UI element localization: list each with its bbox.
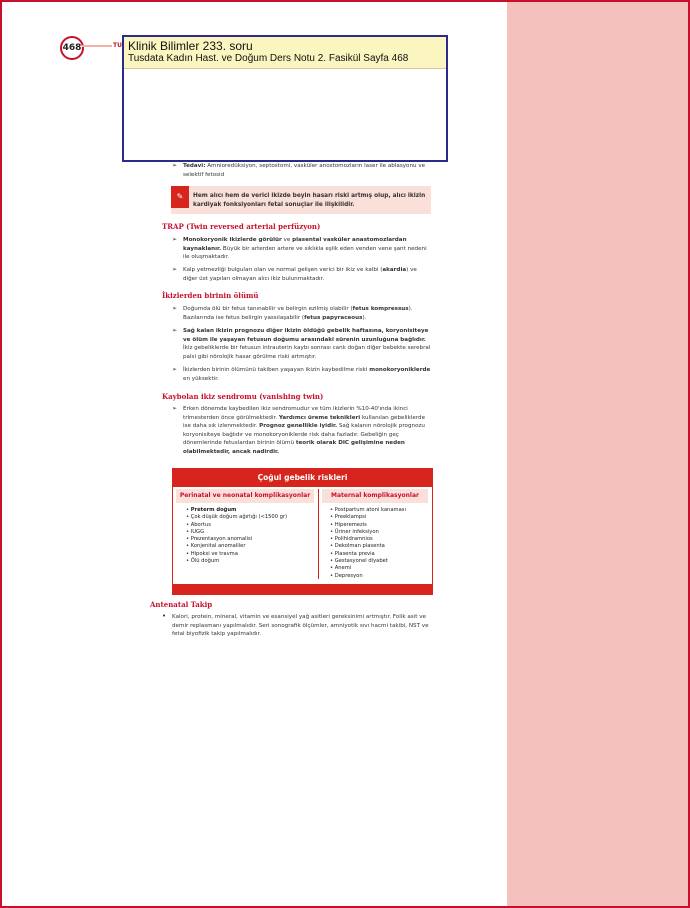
text: Kalp yetmezliği bulguları olan ve normal gelişen verici bir ikiz ve kalbi ( [183, 267, 383, 273]
bold-text: fetus papyraceous [304, 314, 363, 321]
arrow-bullet-icon: ➢ [172, 236, 178, 243]
page-number: 468 [60, 36, 84, 60]
text: Doğumda ölü bir fetus tanınabilir ve belirgin ezilmiş olabilir ( [183, 306, 353, 312]
bold-text: Prognoz genellikle iyidir. [259, 423, 338, 429]
vanishing-heading: Kaybolan ikiz sendromu (vanishing twin) [162, 392, 324, 401]
risk-col1-list [186, 507, 314, 565]
question-note-box [122, 35, 448, 162]
text: İkizlerden birinin ölümünü takiben yaşayan ikizin kaybedilme riski [183, 367, 370, 373]
list-item: • Gestasyonel diyabet [330, 558, 388, 565]
bold-text: akardia [382, 267, 407, 273]
text: ). [362, 314, 367, 321]
note-header [124, 37, 446, 69]
arrow-bullet-icon: ➢ [172, 366, 178, 373]
text: Erken dönemde kaybedilen ikiz sendromudur ve tüm ikizlerin %10-40'ında ikinci trimesterden önce görülmektedir. [183, 406, 408, 421]
arrow-bullet-icon: ➢ [172, 305, 178, 312]
bold-text: Sağ kalan ikizin prognozu diğer ikizin öldüğü gebelik haftasına, koryonisiteye ve ölüm ile yaşayan fetusun doğumu arasındaki sürenin uzunluğuna bağlıdır. [183, 328, 429, 343]
bold-text: monokoryoniklerde [369, 367, 431, 373]
page-separator [82, 45, 112, 47]
trap-heading: TRAP (Twin reversed arterial perfüzyon) [162, 222, 321, 231]
list-item: • Plasenta previa [330, 550, 375, 557]
list-item: • Polihidramnios [330, 536, 373, 543]
text: Büyük bir arterden artere ve sıklıkla eşlik eden venden vene şant nedeni ile oluşmaktadır. [183, 245, 427, 260]
olum-heading: İkizlerden birinin ölümü [162, 291, 259, 300]
column-divider [318, 489, 319, 579]
antenatal-heading: Antenatal Takip [150, 600, 213, 609]
olum-paragraph-2 [183, 327, 433, 361]
arrow-bullet-icon: ➢ [172, 327, 178, 334]
arrow-bullet-icon: ➢ [172, 162, 178, 169]
pen-icon: ✎ [171, 186, 189, 208]
risk-col1-header: Perinatal ve neonatal komplikasyonlar [176, 489, 314, 503]
running-head: TU [113, 42, 122, 49]
list-item: • Preeklampsi [330, 514, 367, 521]
bold-text: plasental vasküler anastomozlardan kaynaklanır. [183, 237, 407, 252]
bold-text: teorik olarak DIC gelişimine neden olabilmektedir, ancak nadirdir. [183, 440, 405, 455]
bold-text: fetus kompressus [352, 306, 409, 312]
list-item: • IUGG [186, 528, 205, 535]
bold-text: Monokoryonik ikizlerde görülür [183, 237, 282, 243]
list-item: • Preterm doğum [186, 507, 237, 513]
list-item: • Depresyon [330, 572, 363, 579]
list-item: • Prezentasyon anomalisi [186, 536, 253, 543]
risk-col2-header: Maternal komplikasyonlar [322, 489, 428, 503]
arrow-bullet-icon: ➢ [172, 266, 178, 273]
vanishing-paragraph [183, 405, 433, 456]
note-title: Klinik Bilimler 233. soru [128, 39, 253, 53]
antenatal-paragraph: Kalori, protein, mineral, vitamin ve esansiyel yağ asitleri gereksinimi artmıştır. Folik asit ve demir replasmanı yapılmalıdır. Seri sonografik ölçümler, amniyotik sıvı hacmi takibi, NST ve fetal biyofizik takip yapılmalıdır. [172, 614, 429, 637]
list-item: • Postpartum atoni kanaması [330, 507, 406, 513]
list-item: • Çok düşük doğum ağırlığı (<1500 gr) [186, 514, 288, 521]
text: Sağ kalanın nörolojik prognozu koryonisiteye bağlıdır ve monokoryoniklerde risk daha fazladır. Gebeliğin geç dönemlerinde fetuslardan birinin ölümü [183, 423, 425, 446]
tedavi-label: Tedavi: [183, 163, 206, 169]
text: ). Bazılarında ise fetus belirgin yassılaşabilir ( [183, 306, 413, 321]
olum-paragraph-3 [183, 366, 433, 383]
bold-text: Yardımcı üreme teknikleri [278, 414, 361, 421]
list-item: • Abortus [186, 521, 211, 528]
risk-col2-list [330, 507, 430, 580]
list-item: • Anemi [330, 565, 352, 572]
risk-table-footer [172, 584, 433, 594]
pink-margin [507, 2, 688, 906]
list-item: • Üriner infeksiyon [330, 528, 379, 535]
text: ve [281, 237, 293, 243]
text: kullanılan gebeliklerde ise daha sık izlenmektedir. [183, 414, 426, 429]
tedavi-text: Amnioredüksiyon, septostomi, vasküler anostomozların laser ile ablasyonu ve selektif fetosid [183, 163, 426, 178]
arrow-bullet-icon: ➢ [172, 405, 178, 412]
list-item: • Hiperemezis [330, 521, 367, 528]
alert-text: Hem alıcı hem de verici ikizde beyin hasarı riski artmış olup, alıcı ikizin kardiyak fonksiyonları fetal sonuçlar ile ilişkilidir. [193, 193, 426, 208]
trap-paragraph-2 [183, 266, 433, 283]
olum-paragraph-1 [183, 305, 433, 322]
list-item: • Hipoksi ve travma [186, 550, 238, 557]
list-item: • Ölü doğum [186, 558, 220, 565]
risk-table-title: Çoğul gebelik riskleri [172, 468, 433, 487]
note-subtitle: Tusdata Kadın Hast. ve Doğum Ders Notu 2. Fasikül Sayfa 468 [128, 53, 409, 64]
list-item: • Konjenital anomaliler [186, 543, 246, 550]
bullet-dot: • [162, 612, 167, 620]
text: İkiz gebeliklerde bir fetusun intrauterin kaybı sonrası canlı doğan diğer bebekte serebral palsi gibi nörolojik hasar görülme riski artmıştır. [183, 345, 431, 360]
list-item: • Dekolman plasenta [330, 543, 385, 550]
text: en yüksektir. [183, 375, 219, 382]
trap-paragraph-1 [183, 236, 433, 262]
tedavi-paragraph [183, 162, 433, 179]
text: ) ve diğer üst yapıları olmayan alıcı ikiz bulunmaktadır. [183, 267, 417, 282]
